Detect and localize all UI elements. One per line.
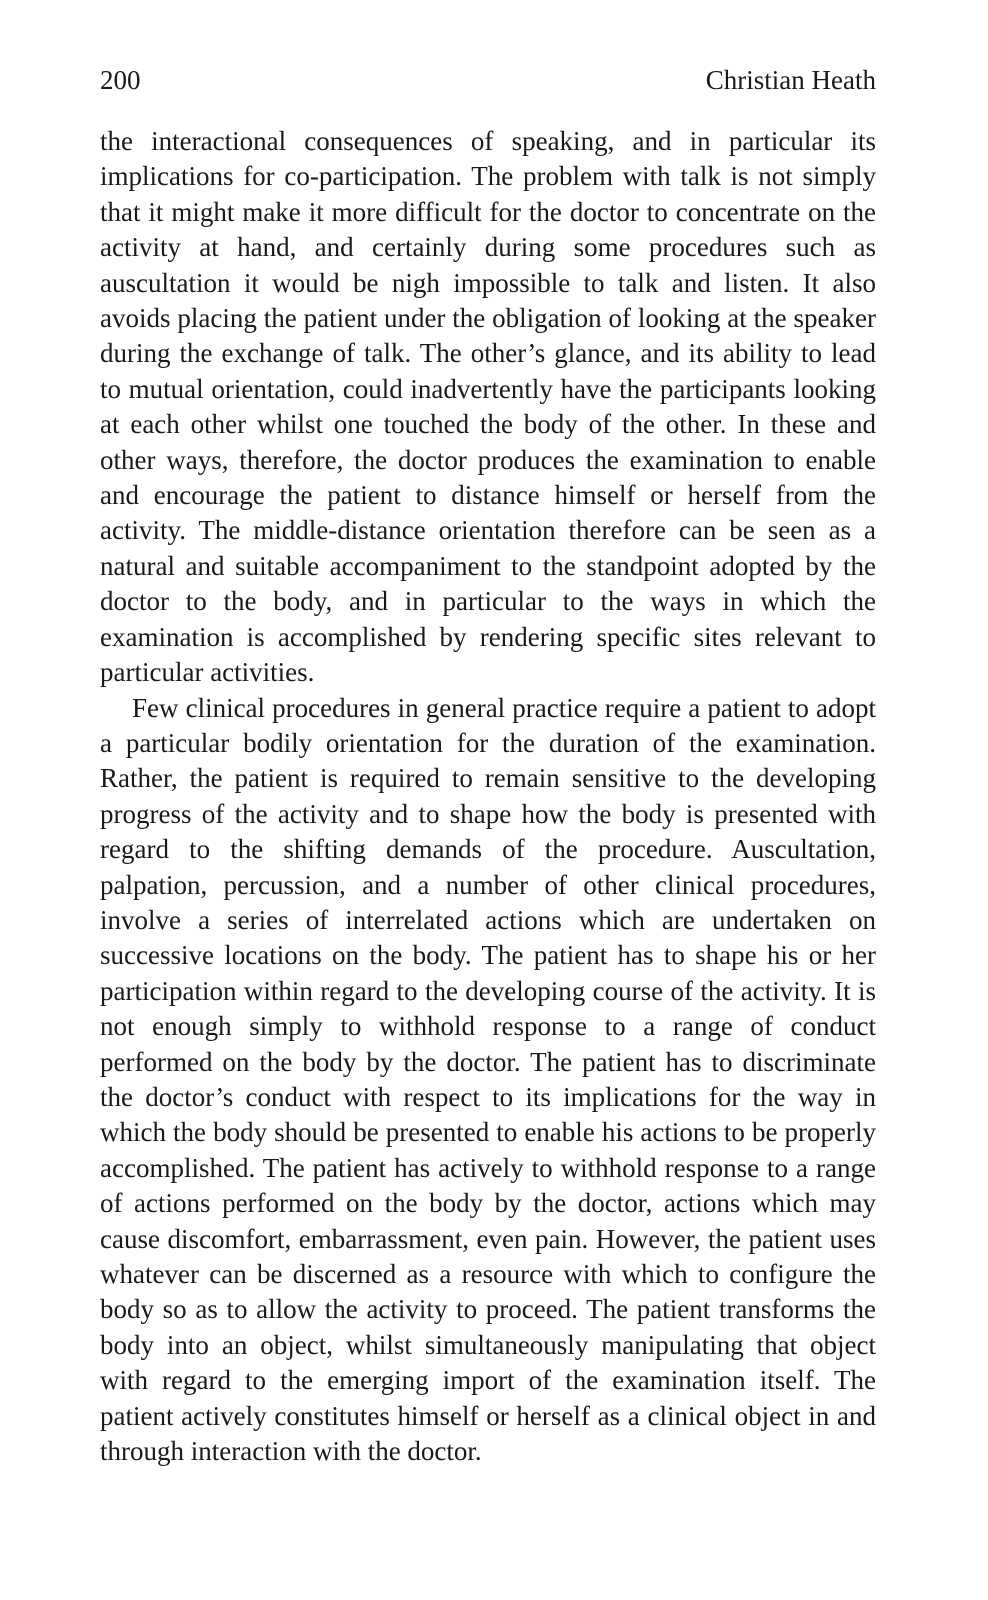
paragraph: Few clinical procedures in general practice require a patient to adopt a particular bodily orientation for the duration of the examination. Rather, the patient is required to remain sensitive to the developing progress of the activity and to shape how the body is presented with regard to the shifting demands of the procedure. Auscultation, palpation, percussion, and a number of other clinical procedures, involve a series of interrelated actions which are undertaken on successive locations on the body. The patient has to shape his or her participation within regard to the developing course of the activity. It is not enough simply to withhold response to a range of conduct performed on the body by the doctor. The patient has to discriminate the doctor’s conduct with respect to its implications for the way in which the body should be presented to enable his actions to be properly accomplished. The patient has actively to withhold response to a range of actions performed on the body by the doctor, actions which may cause discomfort, embarrassment, even pain. However, the patient uses whatever can be discerned as a resource with which to configure the body so as to allow the activity to proceed. The patient transforms the body into an object, whilst simultaneously manipulating that object with regard to the emerging import of the examination itself. The patient actively constitutes himself or herself as a clinical object in and through interaction with the doctor. — [100, 692, 876, 1467]
page-number: 200 — [100, 65, 141, 95]
running-header — [100, 60, 876, 100]
book-page — [100, 60, 876, 1469]
paragraph-continued: the interactional consequences of speaking, and in particular its implications for co-participation. The problem with talk is not simply that it might make it more difficult for the doctor to concentrate on the activity at hand, and certainly during some procedures such as auscultation it would be nigh impossible to talk and listen. It also avoids placing the patient under the obligation of looking at the speaker during the exchange of talk. The other’s glance, and its ability to lead to mutual orientation, could inadvertently have the participants looking at each other whilst one touched the body of the other. In these and other ways, therefore, the doctor produces the examination to enable and encourage the patient to distance himself or herself from the activity. The middle-distance orientation therefore can be seen as a natural and suitable accompaniment to the standpoint adopted by the doctor to the body, and in particular to the ways in which the examination is accomplished by rendering specific sites relevant to particular activities. — [100, 126, 876, 688]
running-title: Christian Heath — [705, 65, 876, 95]
body-text — [100, 124, 876, 1469]
